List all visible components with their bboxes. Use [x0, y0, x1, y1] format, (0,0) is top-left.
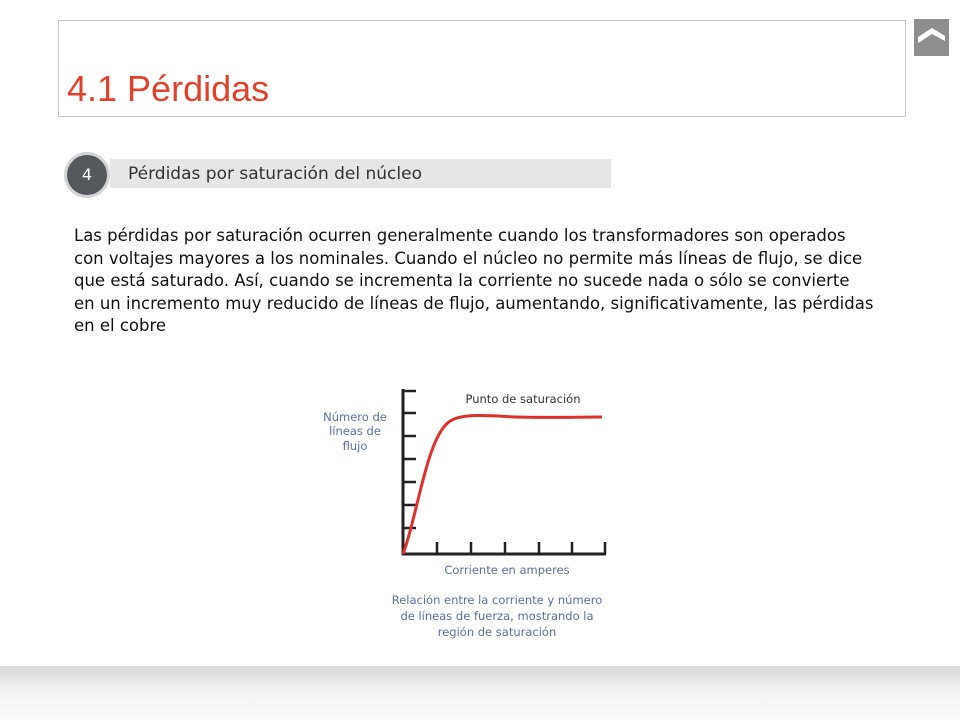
footer-band [0, 666, 960, 720]
y-axis-label-line-3: flujo [342, 439, 368, 453]
y-axis-ticks [403, 391, 416, 528]
body-paragraph: Las pérdidas por saturación ocurren generalmente cuando los transformadores son operados con voltajes mayores a los nominales. Cuando el núcleo no permite más líneas de flujo, se dice que está saturado. Así, cuando se incrementa la corriente no sucede nada o sólo se convierte en un incremento muy reducido de líneas de flujo, aumentando, significativamente, las pérdidas en el cobre [74, 226, 874, 336]
section-number-badge: 4 [64, 152, 110, 198]
x-axis-label: Corriente en amperes [444, 563, 570, 577]
title-box [58, 20, 906, 117]
saturation-chart [300, 380, 640, 650]
section-title: Pérdidas por saturación del núcleo [128, 164, 422, 184]
caption-line-1: Relación entre la corriente y número [391, 593, 603, 607]
y-axis-label-line-1: Número de [323, 410, 387, 424]
home-icon [914, 19, 949, 56]
home-button[interactable] [914, 19, 949, 56]
caption-line-2: de líneas de fuerza, mostrando la [400, 609, 594, 623]
saturation-curve [403, 416, 602, 555]
section-header [110, 159, 611, 188]
y-axis-label-line-2: líneas de [329, 424, 381, 438]
x-axis-ticks [437, 542, 605, 554]
saturation-point-label: Punto de saturación [465, 392, 581, 406]
caption-line-3: región de saturación [437, 625, 557, 639]
page-title: 4.1 Pérdidas [67, 68, 270, 109]
